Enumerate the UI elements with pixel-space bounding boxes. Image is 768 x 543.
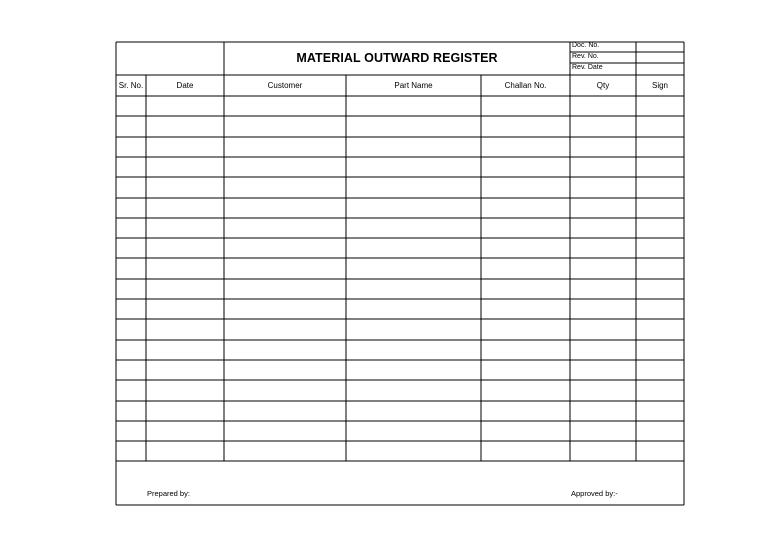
rev-date-label: Rev. Date xyxy=(572,64,603,71)
column-header-date: Date xyxy=(176,81,194,90)
column-header-customer: Customer xyxy=(267,81,303,90)
column-header-sign: Sign xyxy=(651,81,668,90)
doc-no-label: Doc. No. xyxy=(572,42,600,49)
column-header-part-name: Part Name xyxy=(394,81,433,90)
prepared-by-label: Prepared by: xyxy=(147,489,190,498)
column-header-challan-no: Challan No. xyxy=(504,81,547,90)
approved-by-label: Approved by:- xyxy=(571,489,618,498)
register-title: MATERIAL OUTWARD REGISTER xyxy=(296,51,498,65)
rev-no-label: Rev. No. xyxy=(572,53,599,60)
column-header-qty: Qty xyxy=(596,81,610,90)
column-header-sr-no: Sr. No. xyxy=(118,81,144,90)
